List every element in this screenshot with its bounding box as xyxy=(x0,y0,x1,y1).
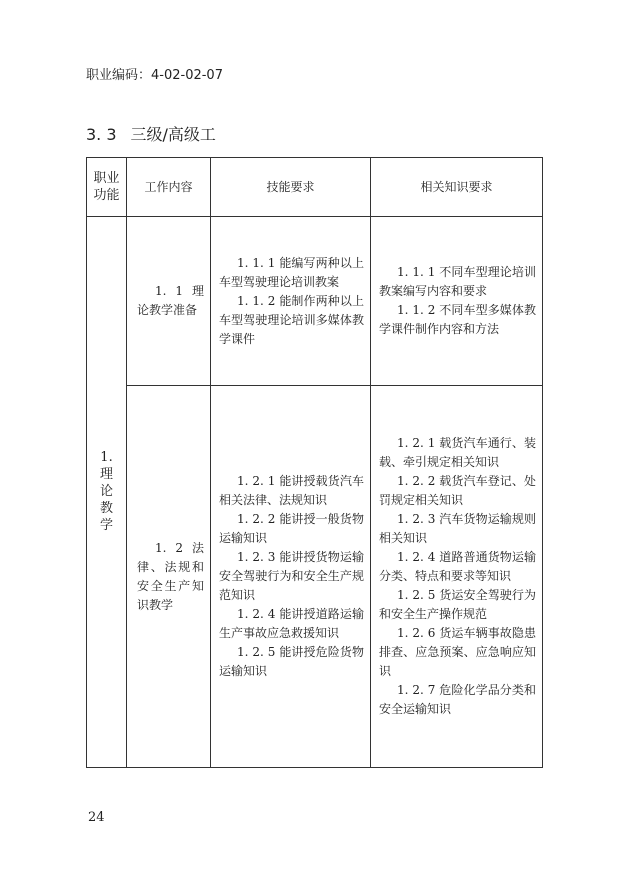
knowledge-item: 1. 1. 1 不同车型理论培训教案编写内容和要求 xyxy=(379,265,536,298)
skills-cell xyxy=(211,386,371,768)
knowledge-item: 1. 2. 5 货运安全驾驶行为和安全生产操作规范 xyxy=(379,588,536,621)
header-skill-requirements: 技能要求 xyxy=(211,158,371,217)
knowledge-item: 1. 2. 7 危险化学品分类和安全运输知识 xyxy=(379,683,536,716)
work-content-cell xyxy=(127,386,211,768)
skill-item: 1. 2. 2 能讲授一般货物运输知识 xyxy=(219,512,364,545)
skill-item: 1. 2. 3 能讲授货物运输安全驾驶行为和安全生产规范知识 xyxy=(219,550,364,602)
function-label: 1. 理论教学 xyxy=(99,450,113,533)
table-row xyxy=(87,386,543,768)
knowledge-item: 1. 2. 4 道路普通货物运输分类、特点和要求等知识 xyxy=(379,550,536,583)
knowledge-item: 1. 1. 2 不同车型多媒体教学课件制作内容和方法 xyxy=(379,303,536,336)
section-title: 三级/高级工 xyxy=(130,125,216,144)
header-knowledge-requirements: 相关知识要求 xyxy=(371,158,543,217)
table-row xyxy=(87,217,543,386)
occupation-code: 职业编码：4-02-02-07 xyxy=(86,68,223,83)
skill-item: 1. 1. 2 能制作两种以上车型驾驶理论培训多媒体教学课件 xyxy=(219,293,364,346)
knowledge-item: 1. 2. 1 载货汽车通行、装载、牵引规定相关知识 xyxy=(379,436,536,469)
work-content-cell xyxy=(127,217,211,386)
skill-item: 1. 2. 5 能讲授危险货物运输知识 xyxy=(219,645,364,678)
header-function: 职业功能 xyxy=(87,158,127,217)
knowledge-cell xyxy=(371,386,543,768)
skill-item: 1. 1. 1 能编写两种以上车型驾驶理论培训教案 xyxy=(219,255,364,289)
section-heading xyxy=(86,122,216,145)
section-number: 3. 3 xyxy=(86,125,117,144)
work-content-text: 1. 1 理论教学准备 xyxy=(137,284,204,317)
table-header-row xyxy=(87,158,543,217)
page-number: 24 xyxy=(88,810,105,825)
header-work-content: 工作内容 xyxy=(127,158,211,217)
knowledge-item: 1. 2. 3 汽车货物运输规则相关知识 xyxy=(379,512,536,545)
function-cell xyxy=(87,217,127,768)
skill-item: 1. 2. 4 能讲授道路运输生产事故应急救援知识 xyxy=(219,607,364,640)
skills-cell xyxy=(211,217,371,386)
knowledge-cell xyxy=(371,217,543,386)
knowledge-item: 1. 2. 6 货运车辆事故隐患排查、应急预案、应急响应知识 xyxy=(379,626,536,678)
skills-table xyxy=(86,157,543,768)
skill-item: 1. 2. 1 能讲授载货汽车相关法律、法规知识 xyxy=(219,474,364,507)
knowledge-item: 1. 2. 2 载货汽车登记、处罚规定相关知识 xyxy=(379,474,536,507)
work-content-text: 1. 2 法律、法规和安全生产知识教学 xyxy=(137,540,204,612)
